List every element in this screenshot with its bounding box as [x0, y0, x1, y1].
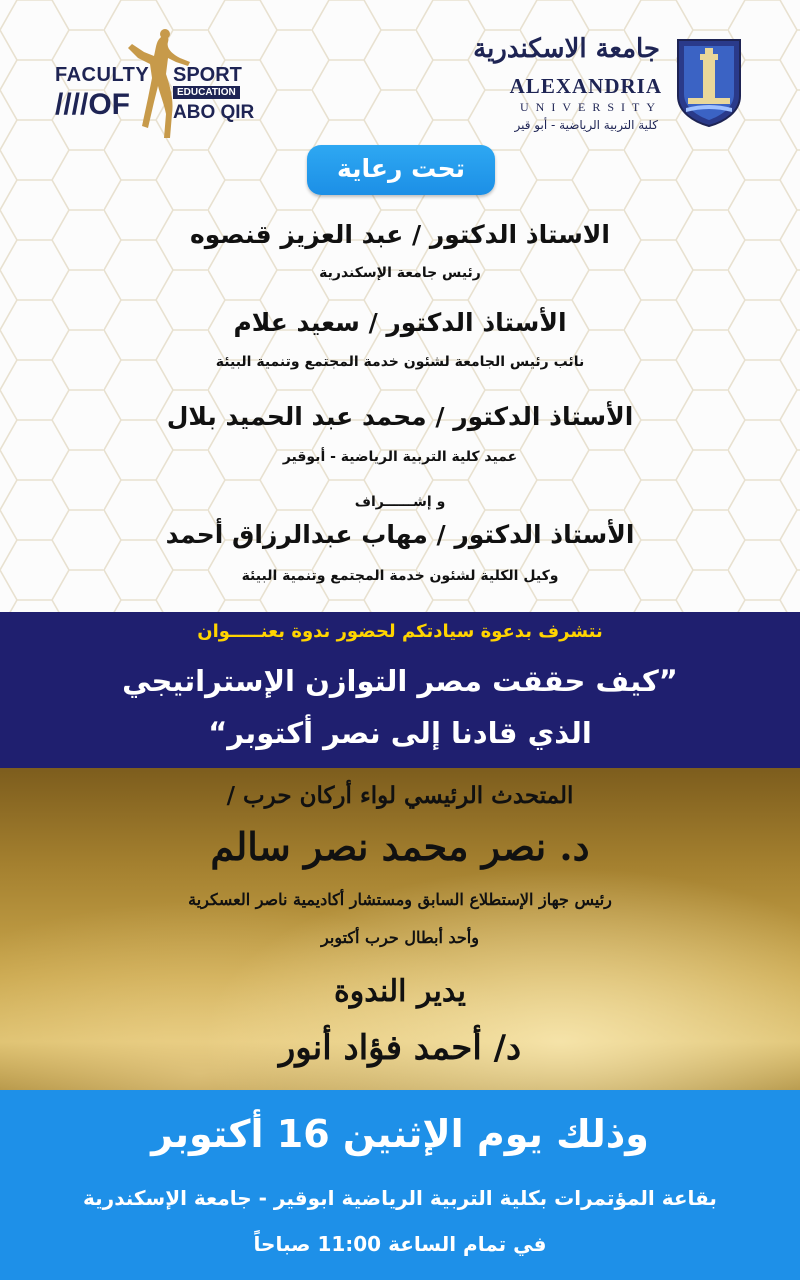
- event-time: في تمام الساعة 11:00 صباحاً: [253, 1232, 547, 1256]
- patronage-section: [0, 0, 800, 612]
- speaker-section: [0, 768, 800, 1090]
- patron-1-role: رئيس جامعة الإسكندرية: [319, 265, 481, 281]
- university-logo: [473, 30, 750, 140]
- patronage-badge: تحت رعاية: [307, 145, 495, 195]
- abo-qir-word: ABO QIR: [173, 102, 255, 123]
- supervisor-name: الأستاذ الدكتور / مهاب عبدالرزاق أحمد: [165, 520, 635, 549]
- event-venue: بقاعة المؤتمرات بكلية التربية الرياضية ابوقير - جامعة الإسكندرية: [83, 1186, 717, 1210]
- event-details-section: [0, 1090, 800, 1280]
- faculty-logo: [55, 28, 260, 148]
- seminar-title-line-1: ”كيف حققت مصر التوازن الإستراتيجي: [122, 664, 678, 698]
- speaker-description-1: رئيس جهاز الإستطلاع السابق ومستشار أكاديمية ناصر العسكرية: [188, 890, 612, 909]
- university-arabic-name: جامعة الاسكندرية: [473, 34, 660, 64]
- university-word: UNIVERSITY: [520, 100, 662, 114]
- supervisor-role: وكيل الكلية لشئون خدمة المجتمع وتنمية البيئة: [241, 568, 559, 584]
- speaker-description-2: وأحد أبطال حرب أكتوبر: [321, 928, 479, 947]
- patron-3-name: الأستاذ الدكتور / محمد عبد الحميد بلال: [166, 402, 634, 431]
- supervision-label: و إشــــــراف: [354, 494, 446, 510]
- faculty-arabic-name: كلية التربية الرياضية - أبو قير: [514, 118, 658, 132]
- seminar-title-line-2: الذي قادنا إلى نصر أكتوبر“: [208, 716, 592, 750]
- patron-2-role: نائب رئيس الجامعة لشئون خدمة المجتمع وتنمية البيئة: [215, 354, 585, 370]
- university-english-name: ALEXANDRIA: [509, 74, 662, 98]
- sport-word: SPORT: [173, 64, 242, 86]
- of-word: ////OF: [55, 88, 130, 121]
- invitation-section: [0, 612, 800, 768]
- patron-1-name: الاستاذ الدكتور / عبد العزيز قنصوه: [190, 220, 610, 249]
- patron-3-role: عميد كلية التربية الرياضية - أبوقير: [282, 449, 518, 465]
- patron-2-name: الأستاذ الدكتور / سعيد علام: [233, 308, 567, 337]
- event-date: وذلك يوم الإثنين 16 أكتوبر: [151, 1112, 649, 1156]
- moderator-name: د/ أحمد فؤاد أنور: [278, 1028, 522, 1068]
- speaker-name: د. نصر محمد نصر سالم: [210, 824, 590, 869]
- moderator-label: يدير الندوة: [334, 974, 466, 1009]
- lighthouse-shield-icon: [674, 36, 744, 128]
- invitation-intro: نتشرف بدعوة سيادتكم لحضور ندوة بعنـــــوان: [197, 621, 603, 642]
- faculty-word: FACULTY: [55, 64, 150, 86]
- speaker-title: المتحدث الرئيسي لواء أركان حرب /: [226, 782, 574, 809]
- education-word: EDUCATION: [173, 86, 240, 99]
